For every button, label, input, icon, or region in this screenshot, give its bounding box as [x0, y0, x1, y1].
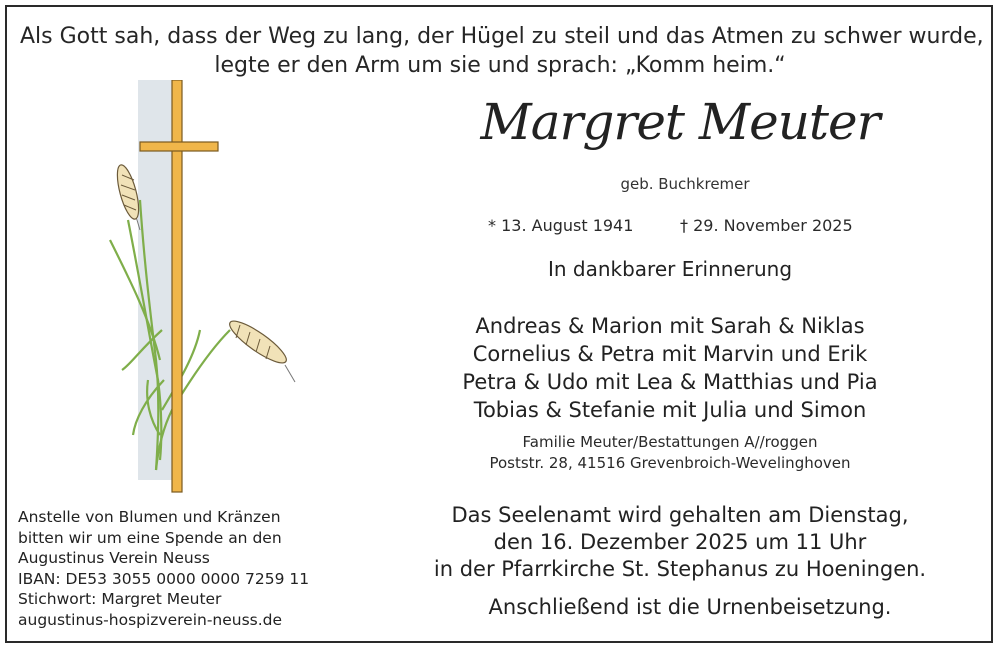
family-member-line: Andreas & Marion mit Sarah & Niklas [475, 314, 865, 338]
donation-request [18, 507, 348, 630]
death-date: † 29. November 2025 [680, 216, 853, 235]
donation-line-2: bitten wir um eine Spende an den [18, 528, 282, 547]
family-list [430, 312, 910, 424]
donation-line-3: Augustinus Verein Neuss [18, 549, 210, 567]
wheat-icon [110, 163, 295, 470]
quote-line-2: legte er den Arm um sie und sprach: „Komm heim.“ [214, 53, 786, 78]
donation-keyword: Stichwort: Margret Meuter [18, 590, 222, 608]
donation-website: augustinus-hospizverein-neuss.de [18, 610, 283, 629]
service-info [410, 502, 950, 583]
contact-address [450, 432, 890, 474]
quote-line-1: Als Gott sah, dass der Weg zu lang, der Hügel zu steil und das Atmen zu schwer wurde, [20, 24, 984, 49]
service-line-2: den 16. Dezember 2025 um 11 Uhr [493, 530, 867, 554]
birth-date: * 13. August 1941 [488, 216, 634, 235]
contact-line-2: Poststr. 28, 41516 Grevenbroich-Wevelinghoven [489, 454, 851, 472]
urn-burial-note: Anschließend ist die Urnenbeisetzung. [488, 595, 892, 619]
service-line-1: Das Seelenamt wird gehalten am Dienstag, [451, 503, 909, 527]
contact-line-1: Familie Meuter/Bestattungen A//roggen [522, 433, 818, 451]
family-member-line: Tobias & Stefanie mit Julia und Simon [473, 398, 867, 422]
opening-quote [20, 22, 984, 80]
maiden-name: geb. Buchkremer [620, 175, 750, 193]
memory-line: In dankbarer Erinnerung [547, 257, 793, 281]
donation-line-1: Anstelle von Blumen und Kränzen [18, 508, 281, 526]
deceased-name: Margret Meuter [480, 93, 880, 151]
cross-and-wheat-illustration [100, 80, 310, 500]
family-member-line: Cornelius & Petra mit Marvin und Erik [472, 342, 868, 366]
donation-iban: IBAN: DE53 3055 0000 0000 7259 11 [18, 569, 310, 588]
family-member-line: Petra & Udo mit Lea & Matthias und Pia [462, 370, 878, 394]
service-line-3: in der Pfarrkirche St. Stephanus zu Hoeningen. [433, 557, 927, 581]
